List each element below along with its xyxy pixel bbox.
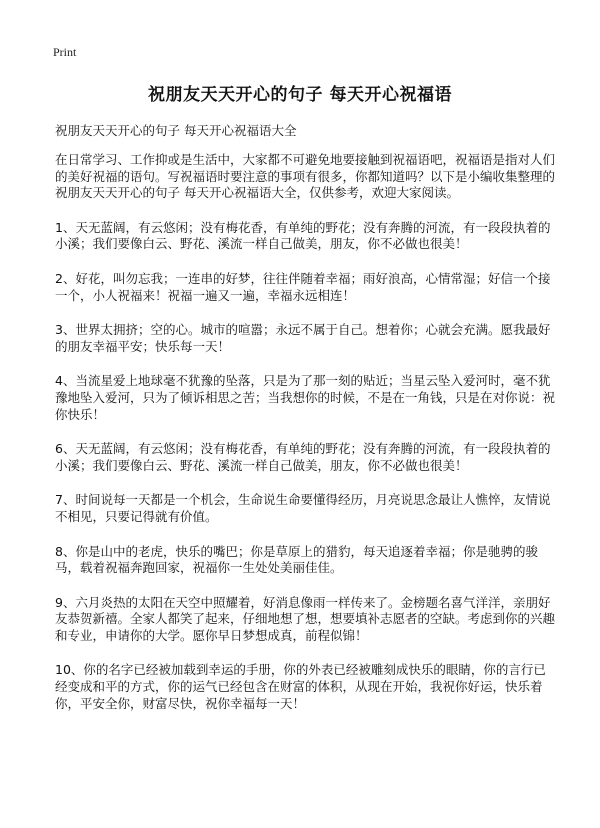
wish-paragraph: 2、好花，叫勿忘我；一连串的好梦，往往伴随着幸福；雨好浪高，心情常湿；好信一个接一个，小人祝福来！祝福一遍又一遍，幸福永远相连！ [55,270,551,303]
article-body [55,152,555,730]
wish-paragraph: 10、你的名字已经被加载到幸运的手册，你的外表已经被雕刻成快乐的眼睛，你的言行已经变成和平的方式，你的运气已经包含在财富的体积，从现在开始，我祝你好运，快乐着你，平安全你，财富尽快，祝你幸福每一天！ [55,662,546,711]
intro-paragraph: 在日常学习、工作抑或是生活中，大家都不可避免地要接触到祝福语吧，祝福语是指对人们的美好祝福的语句。写祝福语时要注意的事项有很多，你都知道吗？以下是小编收集整理的祝朋友天天开心的句子 每天开心祝福语大全，仅供参考，欢迎大家阅读。 [55,152,556,201]
wish-paragraph: 9、六月炎热的太阳在天空中照耀着，好消息像雨一样传来了。金榜题名喜气洋洋，亲朋好友恭贺新禧。全家人都笑了起来，仔细地想了想，想要填补志愿者的空缺。考虑到你的兴趣和专业，申请你的大学。愿你早日梦想成真，前程似锦！ [55,594,556,643]
wish-paragraph: 8、你是山中的老虎，快乐的嘴巴；你是草原上的猎豹，每天追逐着幸福；你是驰骋的骏马，载着祝福奔跑回家，祝福你一生处处美丽佳佳。 [55,543,538,576]
wish-paragraph: 4、当流星爱上地球毫不犹豫的坠落，只是为了那一刻的贴近；当星云坠入爱河时，毫不犹豫地坠入爱河，只为了倾诉相思之苦；当我想你的时候，不是在一角钱，只是在对你说：祝你快乐！ [55,373,556,422]
print-link[interactable]: Print [53,45,77,59]
wish-paragraph: 3、世界太拥挤；空的心。城市的喧嚣；永远不属于自己。想着你；心就会充满。愿我最好的朋友幸福平安；快乐每一天！ [55,322,551,354]
wish-paragraph: 1、天无蓝阔，有云悠闲；没有梅花香，有单纯的野花；没有奔腾的河流，有一段段执着的小溪；我们要像白云、野花、溪流一样自己做美，朋友，你不必做也很美！ [55,219,551,252]
wish-paragraph: 7、时间说每一天都是一个机会，生命说生命要懂得经历，月亮说思念最让人憔悴，友情说不相见，只要记得就有价值。 [55,492,551,524]
article-title: 祝朋友天天开心的句子 每天开心祝福语 [148,85,452,105]
article-subtitle: 祝朋友天天开心的句子 每天开心祝福语大全 [55,123,297,138]
wish-paragraph: 6、天无蓝阔，有云悠闲；没有梅花香，有单纯的野花；没有奔腾的河流，有一段段执着的小溪；我们要像白云、野花、溪流一样自己做美，朋友，你不必做也很美！ [55,441,551,473]
